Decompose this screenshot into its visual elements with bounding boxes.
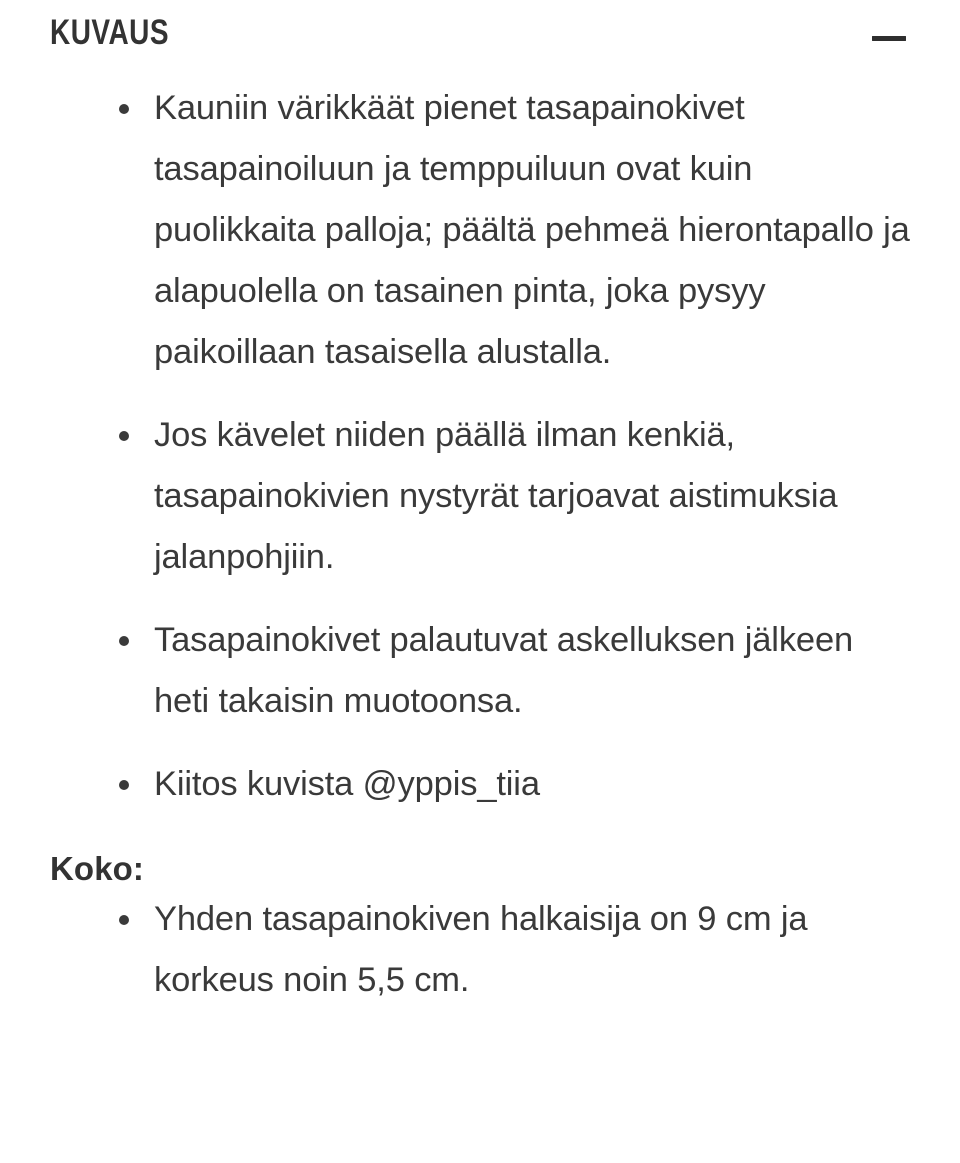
size-heading: Koko: [50,850,144,887]
bullet-dot-icon [119,431,129,441]
list-item [50,610,910,732]
size-section [50,849,910,1011]
accordion-header-kuvaus[interactable] [0,0,960,78]
size-bullet-list [50,889,910,1011]
list-item-text: Tasapainokivet palautuvat askelluksen jälkeen heti takaisin muotoonsa. [154,621,854,720]
list-item [50,78,910,383]
list-item-text: Jos kävelet niiden päällä ilman kenkiä, tasapainokivien nystyrät tarjoavat aistimuksia jalanpohjiin. [154,416,838,576]
minus-icon[interactable] [872,36,906,41]
accordion-content [0,78,960,1011]
bullet-dot-icon [119,915,129,925]
list-item [50,889,910,1011]
bullet-dot-icon [119,104,129,114]
list-item-text: Kiitos kuvista @yppis_tiia [154,765,540,803]
bullet-dot-icon [119,636,129,646]
bullet-dot-icon [119,780,129,790]
list-item [50,405,910,588]
page-title: KUVAUS [50,13,170,52]
list-item-text: Kauniin värikkäät pienet tasapainokivet tasapainoiluun ja temppuiluun ovat kuin puolikkaita palloja; päältä pehmeä hierontapallo ja alapuolella on tasainen pinta, joka pysyy paikoillaan tasaisella alustalla. [154,89,910,371]
description-bullet-list [50,78,910,815]
list-item-text: Yhden tasapainokiven halkaisija on 9 cm ja korkeus noin 5,5 cm. [154,900,808,999]
list-item [50,754,910,815]
